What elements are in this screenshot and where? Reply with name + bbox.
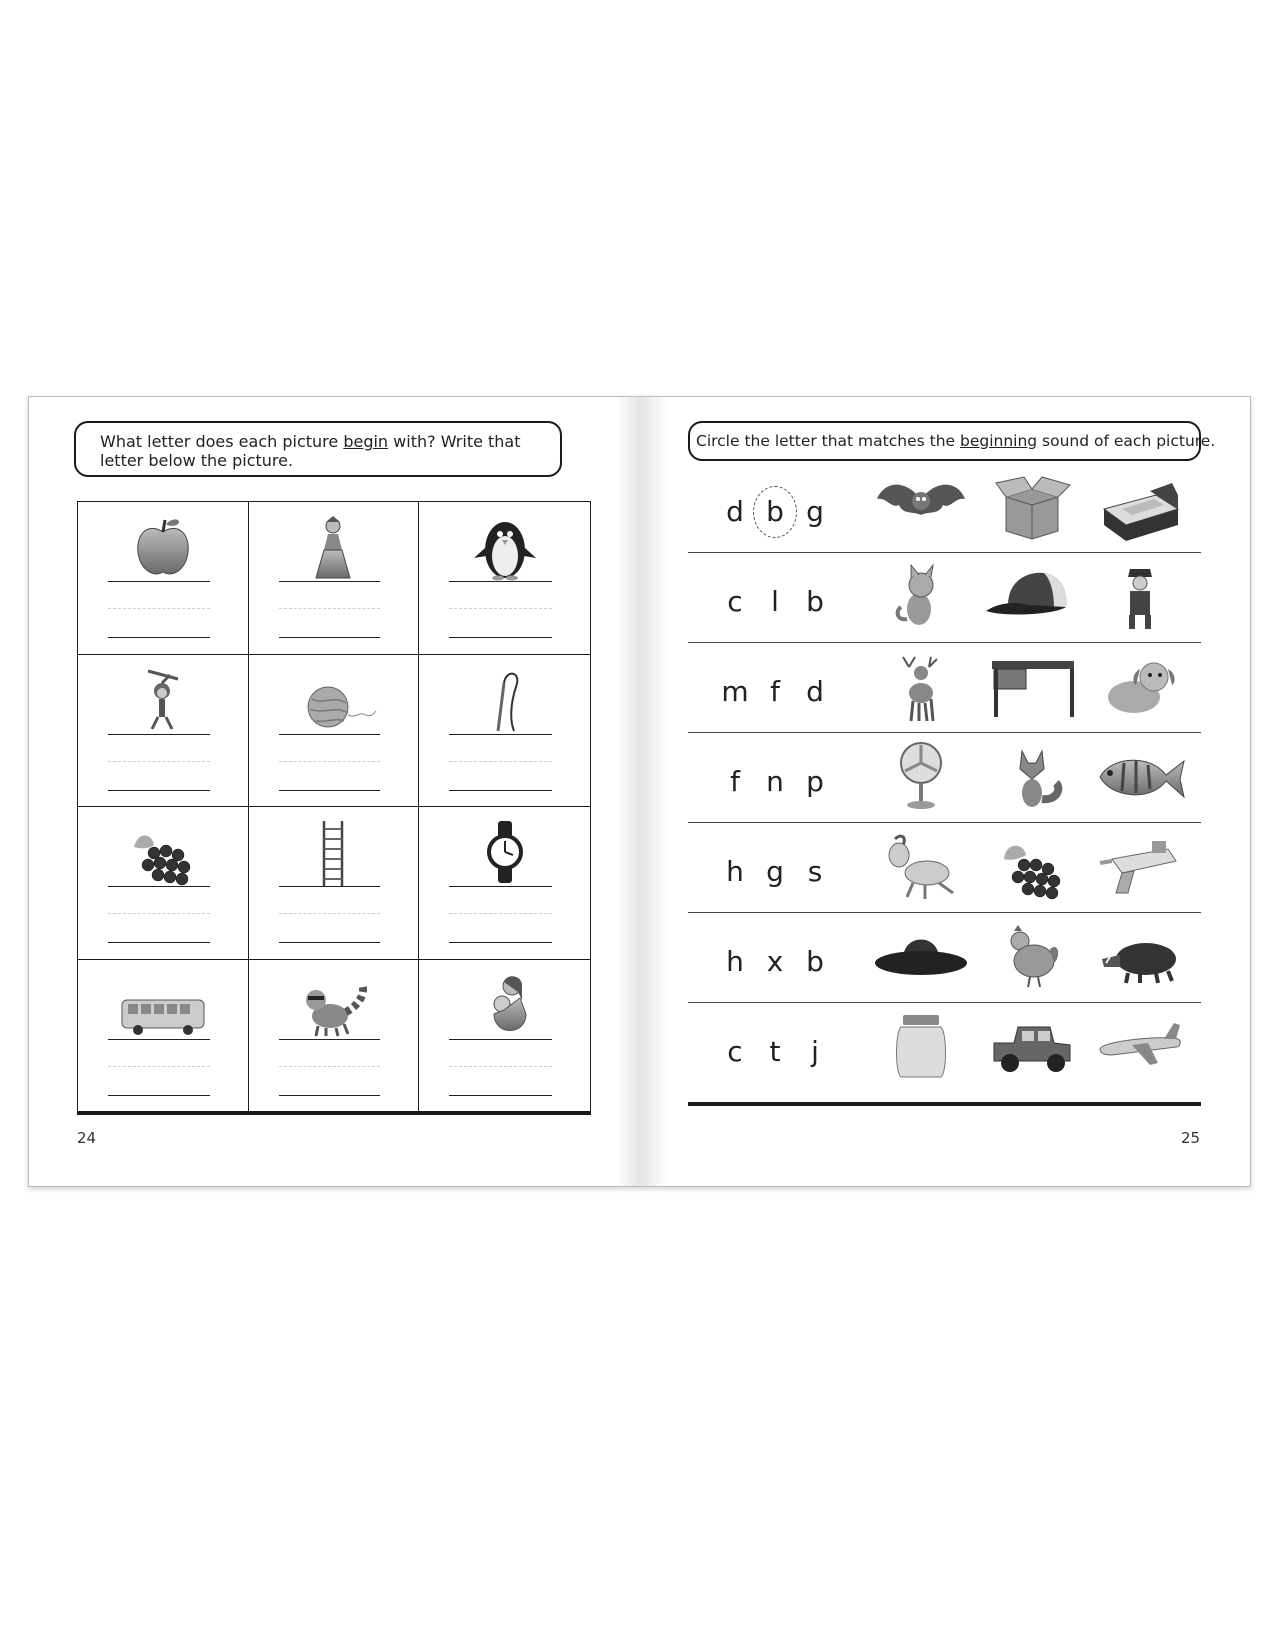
instruction-text: What letter does each picture (100, 432, 344, 451)
answer-line-top (279, 734, 381, 735)
answer-line-midline (449, 608, 552, 609)
bottom-rule (77, 1111, 591, 1115)
answer-line-midline (108, 913, 210, 914)
answer-line-top (108, 734, 210, 735)
letter-choice[interactable]: n (766, 764, 784, 798)
grid-cell (249, 502, 420, 655)
letter-choice[interactable]: g (806, 494, 824, 528)
letter-choice-circled[interactable]: b (760, 495, 790, 528)
jar-icon (873, 1009, 969, 1083)
squirt-gun-icon (1092, 829, 1188, 903)
letter-choices (720, 581, 830, 621)
answer-line-baseline[interactable] (279, 637, 381, 638)
letter-row (688, 553, 1201, 643)
goat-icon (873, 829, 969, 903)
jeep-icon (984, 1009, 1080, 1083)
letter-choices (720, 851, 830, 891)
answer-line-midline (449, 1066, 552, 1067)
answer-line-baseline[interactable] (108, 942, 210, 943)
letter-choice[interactable]: c (727, 584, 743, 618)
page-number: 24 (77, 1129, 97, 1147)
letter-choice[interactable]: f (730, 764, 740, 798)
grid-cell (419, 655, 590, 808)
answer-line-top (279, 1039, 381, 1040)
boar-icon (1092, 919, 1188, 993)
letter-choice[interactable]: d (726, 494, 744, 528)
letter-choice[interactable]: p (806, 764, 824, 798)
answer-line-baseline[interactable] (279, 942, 381, 943)
jet-icon (1092, 1009, 1188, 1083)
answer-line-midline (449, 913, 552, 914)
letter-choices (720, 761, 830, 801)
deer-icon (873, 649, 969, 723)
letter-choice[interactable]: b (806, 944, 824, 978)
police-officer-icon (1092, 559, 1188, 633)
bat-icon (873, 469, 969, 543)
grapes-icon (984, 829, 1080, 903)
watch-icon (460, 817, 550, 887)
instruction-text-end: sound of each picture. (1037, 432, 1216, 450)
letter-choice[interactable]: m (721, 674, 749, 708)
picture-grid (77, 501, 591, 1113)
grid-cell (419, 960, 590, 1113)
answer-line-midline (108, 761, 210, 762)
answer-line-midline (108, 1066, 210, 1067)
answer-line-baseline[interactable] (449, 1095, 552, 1096)
letter-choice[interactable]: b (806, 584, 824, 618)
instruction-underlined-word: beginning (959, 432, 1038, 450)
grid-cell (419, 807, 590, 960)
answer-line-baseline[interactable] (279, 1095, 381, 1096)
hen-icon (984, 919, 1080, 993)
instruction-underlined-word: begin (343, 432, 389, 451)
letter-row (688, 463, 1201, 553)
box-icon (984, 469, 1080, 543)
school-bus-icon (118, 970, 208, 1040)
grid-cell (78, 502, 249, 655)
grid-cell (78, 960, 249, 1113)
grapes-icon (118, 817, 208, 887)
book-spread (28, 396, 1251, 1187)
grid-cell (249, 960, 420, 1113)
answer-line-midline (279, 1066, 381, 1067)
answer-line-midline (279, 913, 381, 914)
page-gutter-shadow (615, 397, 641, 1186)
letter-choice[interactable]: l (771, 584, 779, 618)
letter-choice[interactable]: j (811, 1034, 819, 1068)
answer-line-midline (108, 608, 210, 609)
cat-icon (873, 559, 969, 633)
letter-row (688, 823, 1201, 913)
page-gutter-shadow (641, 397, 667, 1186)
letter-choice[interactable]: h (726, 854, 744, 888)
letter-choices (720, 1031, 830, 1071)
grid-cell (419, 502, 590, 655)
letter-choice[interactable]: c (727, 1034, 743, 1068)
apple-icon (118, 512, 208, 582)
desk-icon (984, 649, 1080, 723)
grid-cell (78, 807, 249, 960)
needle-thread-icon (460, 665, 550, 735)
answer-line-baseline[interactable] (108, 790, 210, 791)
letter-choices (720, 941, 830, 981)
letter-row (688, 733, 1201, 823)
letter-choice[interactable]: d (806, 674, 824, 708)
letter-choices (720, 671, 830, 711)
answer-line-top (279, 886, 381, 887)
monkey-icon (118, 665, 208, 735)
letter-row (688, 913, 1201, 1003)
dog-icon (1092, 649, 1188, 723)
penguin-icon (460, 512, 550, 582)
instruction-text: Circle the letter that matches the (696, 432, 960, 450)
answer-line-baseline[interactable] (279, 790, 381, 791)
letter-choice[interactable]: x (766, 944, 784, 978)
answer-line-baseline[interactable] (108, 637, 210, 638)
princess-icon (288, 512, 378, 582)
letter-choices (720, 491, 830, 531)
letter-choice[interactable]: f (770, 674, 780, 708)
answer-line-top (108, 581, 210, 582)
answer-line-baseline[interactable] (449, 942, 552, 943)
answer-line-top (279, 581, 381, 582)
right-instruction-box (688, 421, 1216, 461)
answer-line-baseline[interactable] (449, 637, 552, 638)
raccoon-icon (288, 970, 378, 1040)
letter-row (688, 643, 1201, 733)
answer-line-midline (279, 761, 381, 762)
page-number: 25 (1181, 1129, 1201, 1147)
letter-choice[interactable]: s (807, 854, 823, 888)
answer-line-top (108, 1039, 210, 1040)
bed-icon (1092, 469, 1188, 543)
answer-line-midline (279, 608, 381, 609)
right-page (641, 397, 1250, 1186)
answer-line-midline (449, 761, 552, 762)
instruction-text-end: with? Write that letter below the picture. (100, 432, 521, 470)
answer-line-top (449, 886, 552, 887)
grid-cell (249, 655, 420, 808)
ladder-icon (288, 817, 378, 887)
answer-line-top (449, 734, 552, 735)
grid-cell (249, 807, 420, 960)
answer-line-baseline[interactable] (108, 1095, 210, 1096)
fox-icon (984, 739, 1080, 813)
cap-icon (984, 559, 1080, 633)
answer-line-top (449, 581, 552, 582)
grid-cell (78, 655, 249, 808)
fan-icon (873, 739, 969, 813)
mother-hug-icon (460, 970, 550, 1040)
letter-choice[interactable]: t (769, 1034, 781, 1068)
left-page (29, 397, 641, 1186)
yarn-ball-icon (288, 665, 378, 735)
hat-icon (873, 919, 969, 993)
letter-choice[interactable]: h (726, 944, 744, 978)
fish-icon (1092, 739, 1188, 813)
answer-line-baseline[interactable] (449, 790, 552, 791)
answer-line-top (108, 886, 210, 887)
left-instruction-box (74, 421, 562, 477)
bottom-rule (688, 1102, 1201, 1106)
letter-row (688, 1003, 1201, 1093)
letter-choice[interactable]: g (766, 854, 784, 888)
answer-line-top (449, 1039, 552, 1040)
